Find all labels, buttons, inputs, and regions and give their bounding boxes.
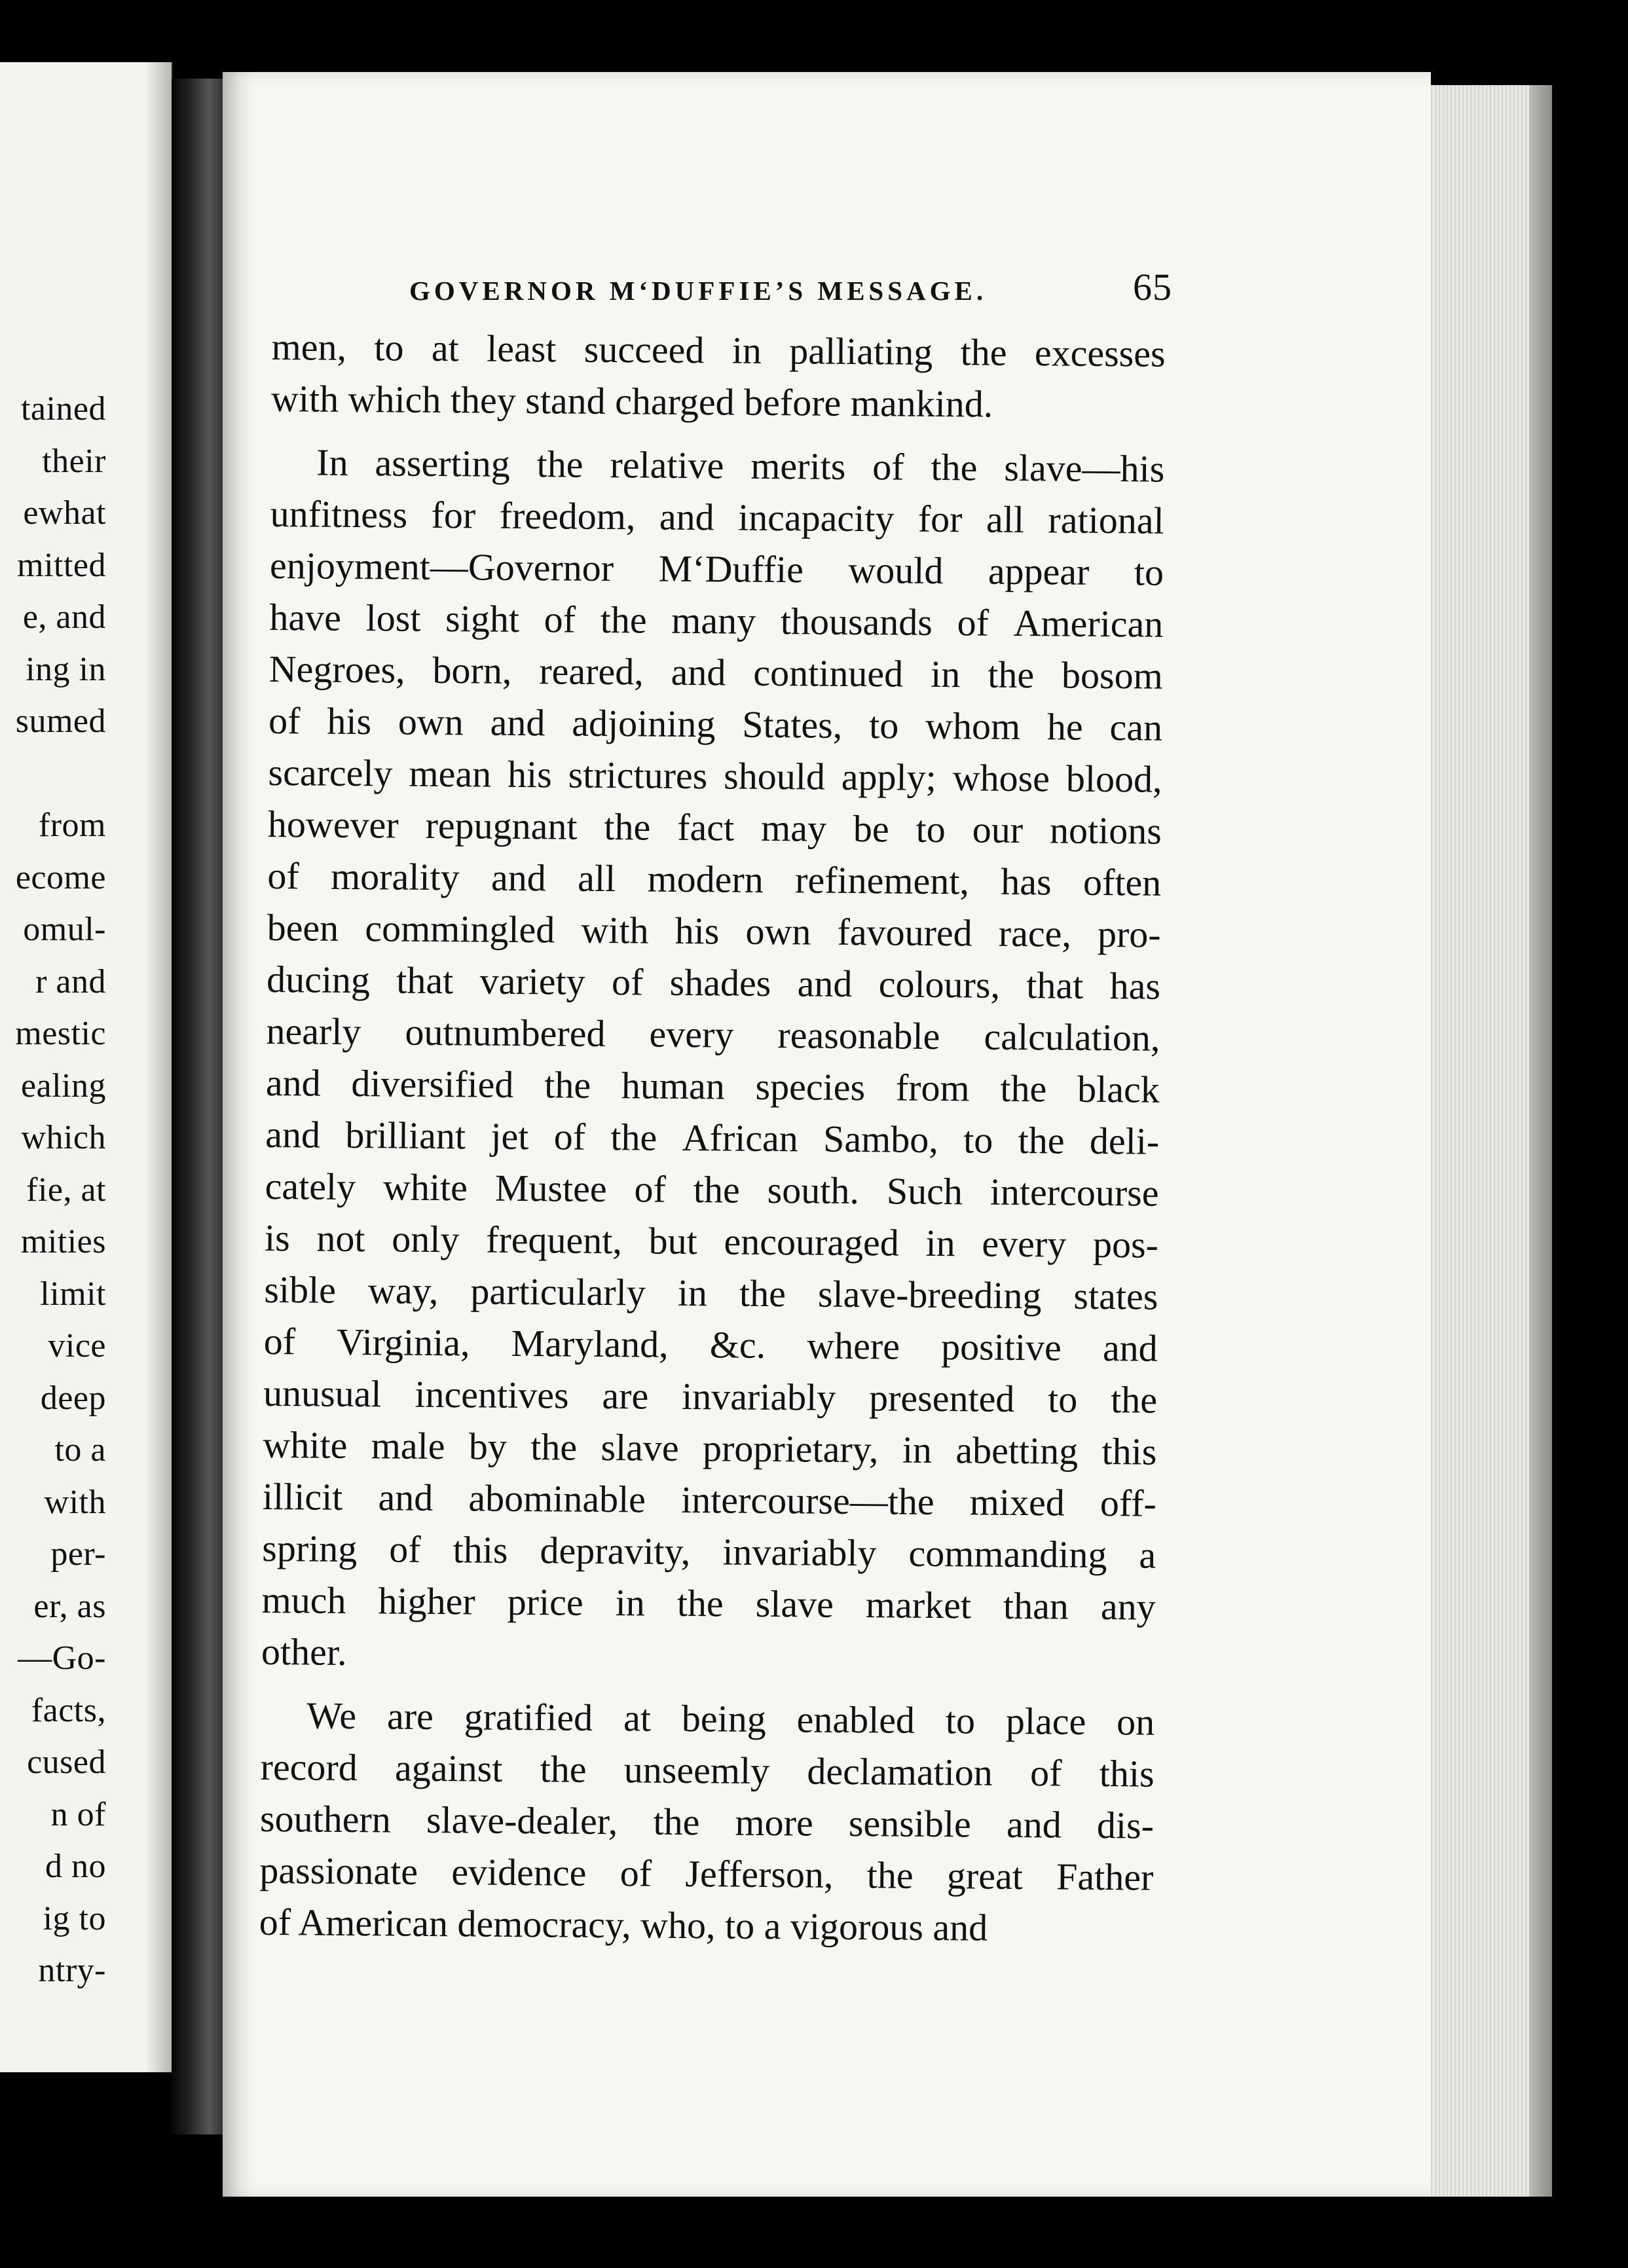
page-number: 65 bbox=[1133, 266, 1172, 308]
running-header bbox=[409, 265, 1172, 309]
left-page-line: fie, at bbox=[26, 1171, 106, 1209]
text-line: southern slave-dealer, the more sensible and dis- bbox=[259, 1797, 1155, 1847]
left-page-line: omul- bbox=[23, 911, 106, 948]
text-line: been commingled with his own favoured race, pro- bbox=[267, 905, 1161, 956]
left-page-line: cused bbox=[27, 1744, 106, 1781]
text-line: passionate evidence of Jefferson, the great Father bbox=[259, 1848, 1154, 1899]
text-line: and brilliant jet of the African Sambo, to the deli- bbox=[265, 1112, 1160, 1163]
left-page-line: ewhat bbox=[23, 494, 106, 532]
paragraph bbox=[259, 1689, 1155, 1955]
text-line: of his own and adjoining States, to whom he can bbox=[268, 699, 1163, 749]
left-page-line: tained bbox=[20, 390, 106, 428]
left-page-line: —Go- bbox=[18, 1639, 106, 1677]
left-page-line: n of bbox=[50, 1795, 106, 1833]
text-line: enjoyment—Governor M‘Duffie would appear to bbox=[269, 543, 1164, 594]
left-page-line: ntry- bbox=[38, 1952, 106, 1989]
text-line: of Virginia, Maryland, &c. where positive and bbox=[263, 1319, 1158, 1370]
left-page-line bbox=[0, 748, 106, 800]
text-line: nearly outnumbered every reasonable calculation, bbox=[266, 1009, 1160, 1059]
text-line: however repugnant the fact may be to our notions bbox=[267, 802, 1162, 852]
text-line: unusual incentives are invariably presented to the bbox=[263, 1371, 1158, 1421]
text-line: and diversified the human species from the black bbox=[265, 1061, 1160, 1111]
left-page-line: deep bbox=[40, 1379, 106, 1417]
text-line: ducing that variety of shades and colours, that has bbox=[266, 957, 1161, 1008]
left-page-line: vice bbox=[48, 1327, 106, 1364]
text-line: unfitness for freedom, and incapacity for all rational bbox=[270, 492, 1164, 542]
left-page-line: limit bbox=[40, 1275, 106, 1313]
left-page-fragment bbox=[0, 62, 173, 2072]
text-line: In asserting the relative merits of the slave—his bbox=[316, 441, 1165, 490]
left-page-line: with bbox=[44, 1483, 106, 1521]
left-page-line: mestic bbox=[15, 1015, 106, 1052]
left-page-line: ing in bbox=[26, 650, 106, 688]
body-text bbox=[259, 321, 1165, 1955]
left-page-line: mitted bbox=[17, 546, 106, 584]
left-page-line: from bbox=[38, 807, 106, 844]
text-line: record against the unseemly declamation of this bbox=[260, 1745, 1155, 1795]
text-line: other. bbox=[261, 1630, 347, 1674]
left-page-line: ecome bbox=[15, 858, 106, 896]
left-page-line: r and bbox=[35, 962, 106, 1000]
running-title: GOVERNOR M‘DUFFIE’S MESSAGE. bbox=[409, 276, 988, 306]
text-line: men, to at least succeed in palliating the excesses bbox=[271, 325, 1166, 375]
text-line: of morality and all modern refinement, has often bbox=[267, 854, 1162, 904]
text-line: of American democracy, who, to a vigorous and bbox=[259, 1900, 988, 1949]
paragraph bbox=[261, 436, 1165, 1685]
text-line: Negroes, born, reared, and continued in the bosom bbox=[268, 647, 1164, 697]
text-line: We are gratified at being enabled to place on bbox=[306, 1694, 1155, 1744]
left-page-line: to a bbox=[54, 1431, 106, 1469]
text-line: scarcely mean his strictures should apply; whose blood, bbox=[268, 750, 1162, 801]
left-page-line: their bbox=[42, 442, 106, 480]
left-page-line: d no bbox=[45, 1848, 106, 1885]
text-line: sible way, particularly in the slave-breeding states bbox=[264, 1268, 1158, 1318]
page-edge-stack bbox=[1421, 85, 1552, 2197]
paragraph bbox=[271, 321, 1166, 431]
text-line: with which they stand charged before mankind. bbox=[270, 376, 993, 426]
left-page-line: per- bbox=[50, 1535, 106, 1573]
text-line: illicit and abominable intercourse—the mixed off- bbox=[262, 1474, 1157, 1525]
text-line: spring of this depravity, invariably commanding a bbox=[262, 1526, 1156, 1577]
text-line: is not only frequent, but encouraged in every pos- bbox=[264, 1216, 1159, 1266]
left-page-line: mities bbox=[20, 1223, 106, 1260]
text-line: much higher price in the slave market than any bbox=[261, 1578, 1156, 1628]
left-page-line: ealing bbox=[20, 1067, 106, 1105]
text-line: cately white Mustee of the south. Such intercourse bbox=[265, 1164, 1159, 1215]
left-page-line: e, and bbox=[22, 598, 106, 636]
text-line: white male by the slave proprietary, in abetting this bbox=[263, 1423, 1157, 1473]
left-page-line: ig to bbox=[43, 1899, 106, 1937]
text-line: have lost sight of the many thousands of American bbox=[269, 595, 1164, 646]
left-page-text bbox=[0, 383, 106, 1997]
left-page-line: er, as bbox=[33, 1587, 106, 1625]
left-page-line: which bbox=[21, 1119, 106, 1156]
left-page-line: facts, bbox=[31, 1691, 106, 1729]
left-page-line: sumed bbox=[15, 703, 106, 740]
left-page-shadow bbox=[145, 62, 172, 2072]
